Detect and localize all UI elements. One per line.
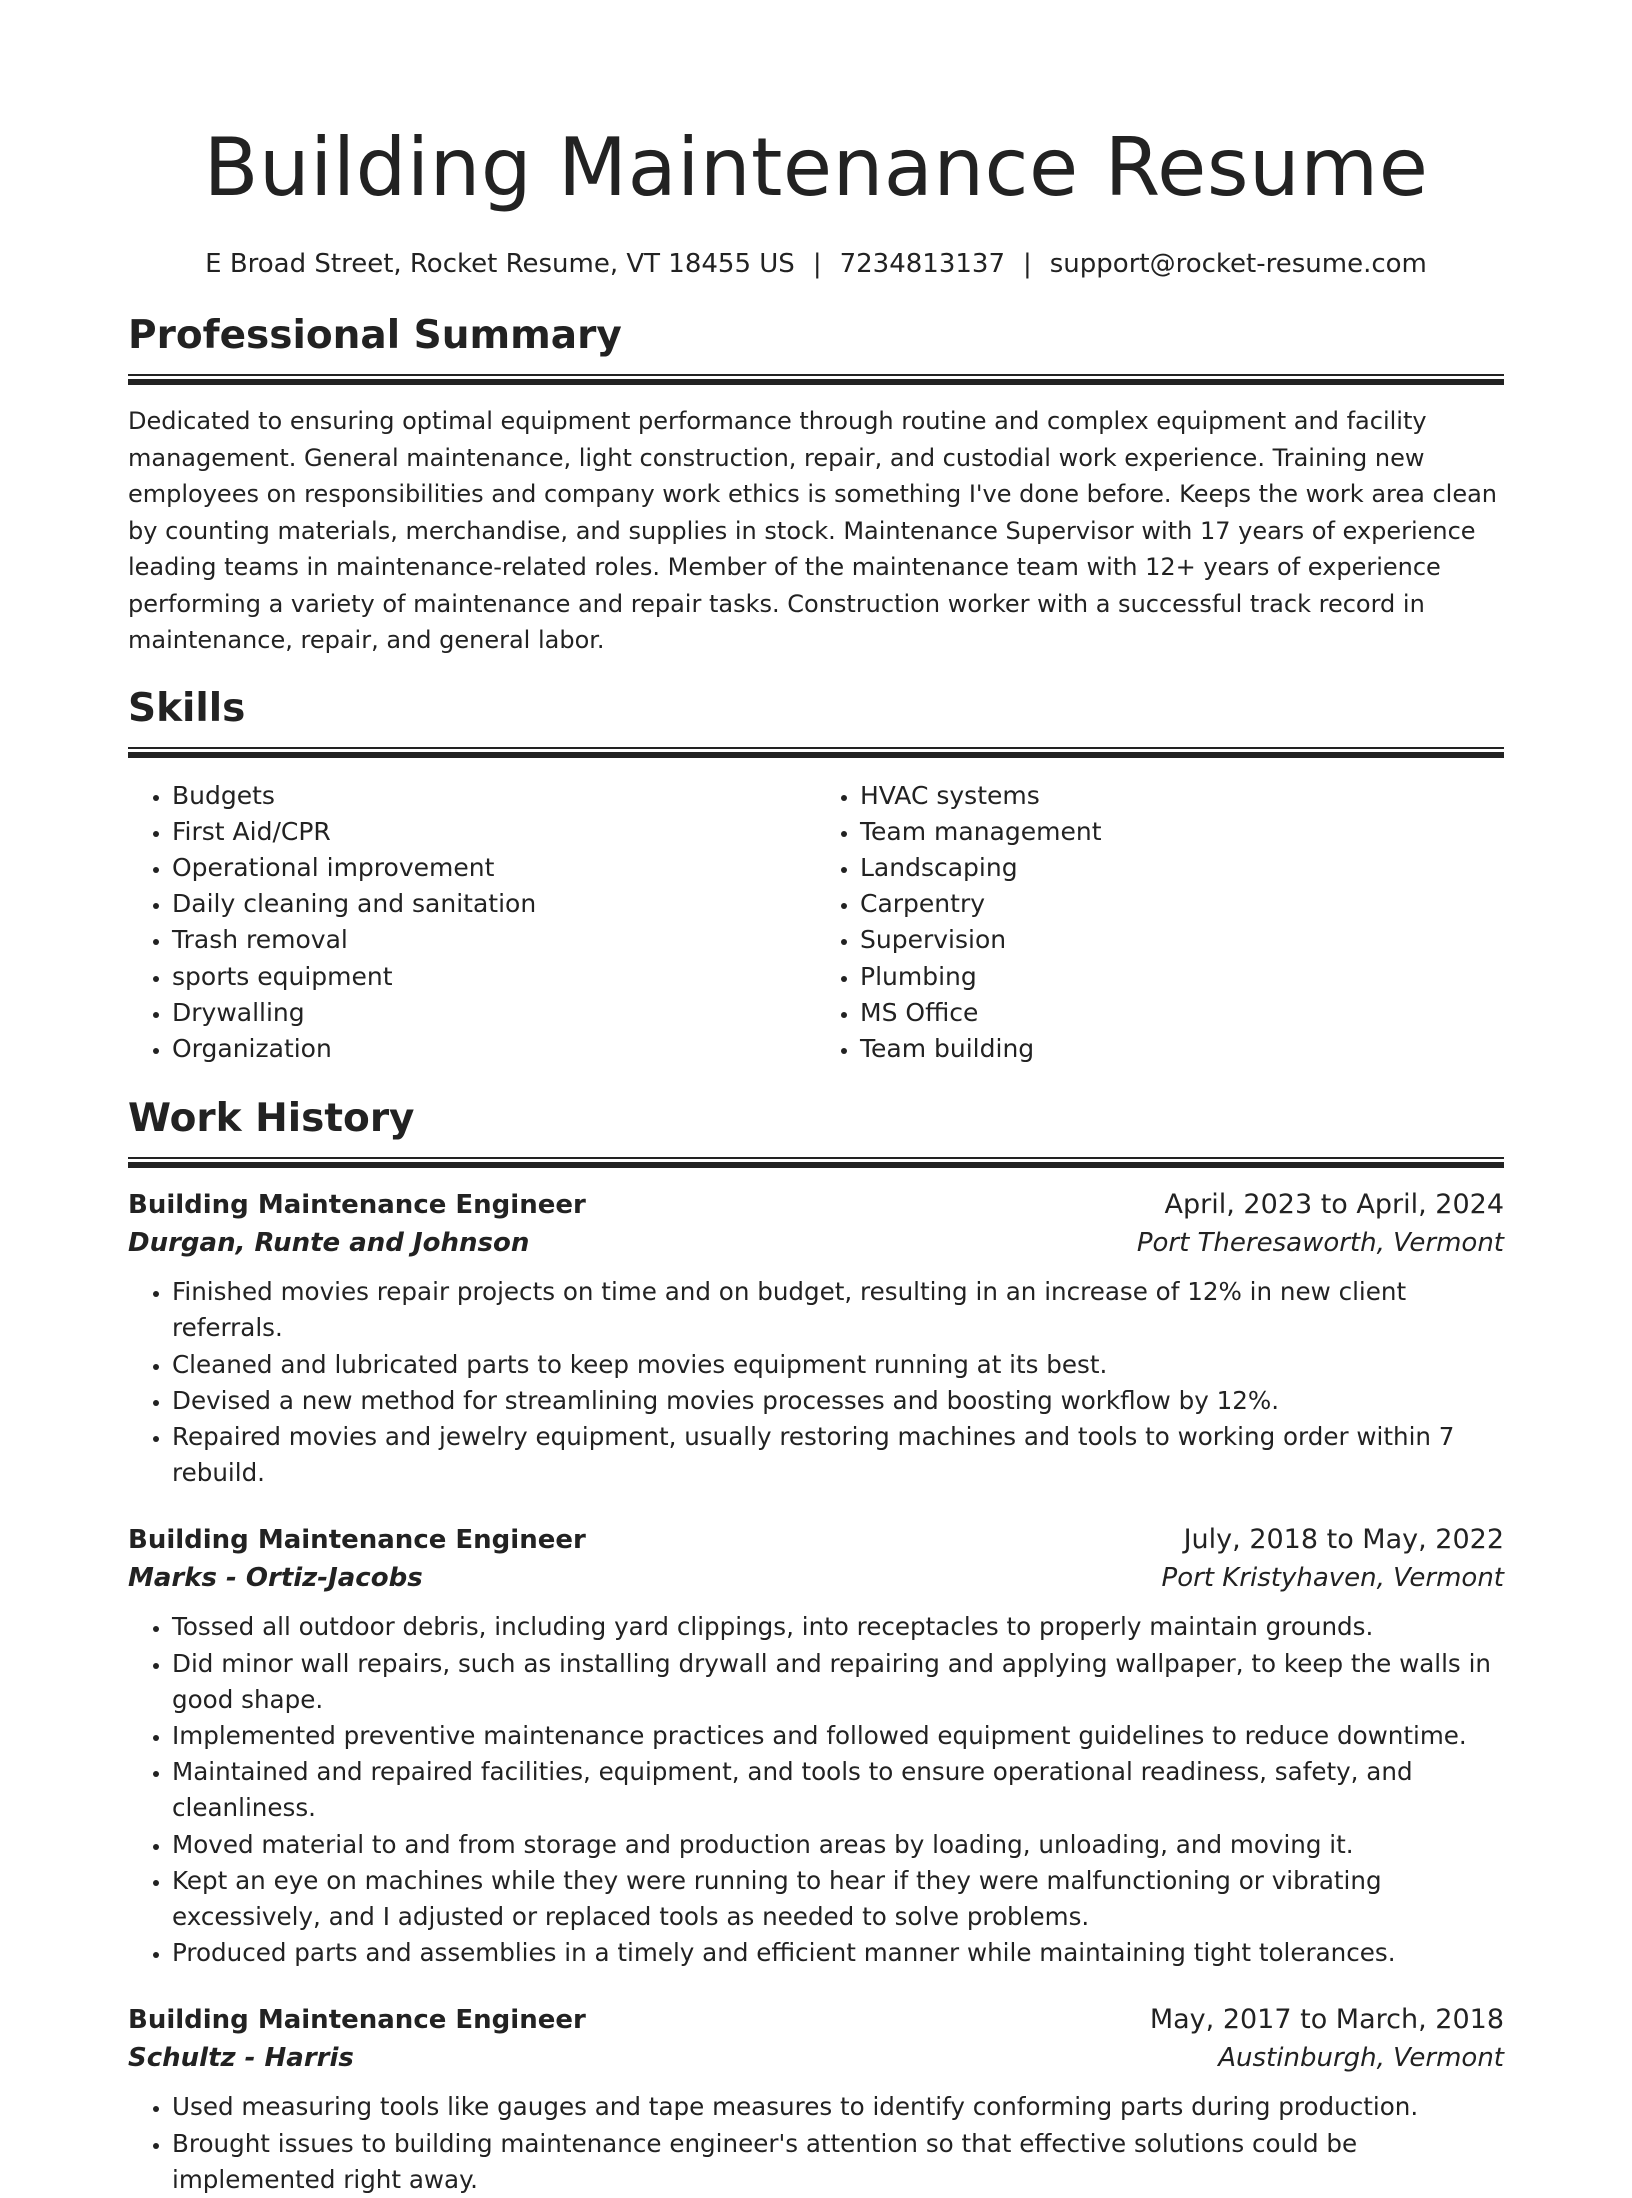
job-bullet: • Repaired movies and jewelry equipment, usually restoring machines and tools to working order within 7 rebuild. [172,1419,1504,1491]
skill-item: • Plumbing [860,959,1504,995]
skill-item: • MS Office [860,995,1504,1031]
job-bullet: • Used measuring tools like gauges and tape measures to identify conforming parts during production. [172,2089,1504,2125]
skill-item: • Drywalling [172,995,816,1031]
job-location: Port Theresaworth, Vermont [1136,1228,1504,1259]
work-section [128,1095,1504,2198]
contact-address: E Broad Street, Rocket Resume, VT 18455 US [205,249,795,279]
skill-item: • Trash removal [172,922,816,958]
contact-line [128,246,1504,282]
skill-item: • Supervision [860,922,1504,958]
skills-columns [128,778,1504,1068]
skill-item: • Organization [172,1031,816,1067]
job-company: Durgan, Runte and Johnson [128,1228,530,1259]
job-bullet: • Did minor wall repairs, such as installing drywall and repairing and applying wallpaper, to keep the walls in good shape. [172,1646,1504,1718]
section-divider [128,747,1504,758]
skill-item: • Daily cleaning and sanitation [172,886,816,922]
section-divider [128,374,1504,385]
skill-item: • Carpentry [860,886,1504,922]
skills-list-left [128,778,816,1068]
job-entry [128,1186,1504,1491]
contact-separator: | [812,249,822,279]
job-bullets [128,1609,1504,1971]
job-location: Port Kristyhaven, Vermont [1161,1563,1504,1594]
job-bullet: • Cleaned and lubricated parts to keep movies equipment running at its best. [172,1347,1504,1383]
skill-item: • Budgets [172,778,816,814]
skill-item: • Team building [860,1031,1504,1067]
summary-text: Dedicated to ensuring optimal equipment performance through routine and complex equipment and facility management. General maintenance, light construction, repair, and custodial work experience. Training new employees on responsibilities and company work ethics is something I've done before. Keeps the work area clean by counting materials, merchandise, and supplies in stock. Maintenance Supervisor with 17 years of experience leading teams in maintenance-related roles. Member of the maintenance team with 12+ years of experience performing a variety of maintenance and repair tasks. Construction worker with a successful track record in maintenance, repair, and general labor. [128,407,1498,654]
skill-item: • Team management [860,814,1504,850]
job-title: Building Maintenance Engineer [128,1525,586,1556]
job-bullet: • Produced parts and assemblies in a timely and efficient manner while maintaining tight tolerances. [172,1935,1504,1971]
skills-list-right [816,778,1504,1068]
job-company: Schultz - Harris [128,2043,354,2074]
job-location: Austinburgh, Vermont [1218,2043,1504,2074]
work-heading: Work History [128,1096,415,1142]
job-title: Building Maintenance Engineer [128,1190,586,1221]
contact-phone: 7234813137 [839,249,1005,279]
job-bullet: • Kept an eye on machines while they were running to hear if they were malfunctioning or vibrating excessively, and I adjusted or replaced tools as needed to solve problems. [172,1863,1504,1935]
resume-title: Building Maintenance Resume [203,121,1429,214]
section-divider [128,1157,1504,1168]
job-bullet: • Devised a new method for streamlining movies processes and boosting workflow by 12%. [172,1383,1504,1419]
job-company: Marks - Ortiz-Jacobs [128,1563,423,1594]
job-title: Building Maintenance Engineer [128,2005,586,2036]
skills-section [128,685,1504,1068]
job-bullet: • Moved material to and from storage and production areas by loading, unloading, and moving it. [172,1827,1504,1863]
job-dates: July, 2018 to May, 2022 [1183,1524,1504,1556]
summary-section [128,312,1504,659]
job-bullets [128,2089,1504,2198]
skill-item: • Operational improvement [172,850,816,886]
job-bullet: • Maintained and repaired facilities, equipment, and tools to ensure operational readiness, safety, and cleanliness. [172,1754,1504,1826]
job-bullet: • Finished movies repair projects on time and on budget, resulting in an increase of 12% in new client referrals. [172,1274,1504,1346]
skills-heading: Skills [128,685,246,731]
job-dates: May, 2017 to March, 2018 [1149,2004,1504,2036]
job-dates: April, 2023 to April, 2024 [1164,1189,1504,1221]
skill-item: • First Aid/CPR [172,814,816,850]
job-entry [128,2001,1504,2198]
job-bullet: • Tossed all outdoor debris, including yard clippings, into receptacles to properly maintain grounds. [172,1609,1504,1645]
contact-email: support@rocket-resume.com [1049,249,1427,279]
job-bullet: • Brought issues to building maintenance engineer's attention so that effective solutions could be implemented right away. [172,2126,1504,2198]
job-entry [128,1521,1504,1971]
job-bullet: • Implemented preventive maintenance practices and followed equipment guidelines to reduce downtime. [172,1718,1504,1754]
skill-item: • HVAC systems [860,778,1504,814]
summary-heading: Professional Summary [128,313,622,358]
skill-item: • Landscaping [860,850,1504,886]
contact-separator: | [1023,249,1032,279]
job-bullets [128,1274,1504,1491]
skill-item: • sports equipment [172,959,816,995]
